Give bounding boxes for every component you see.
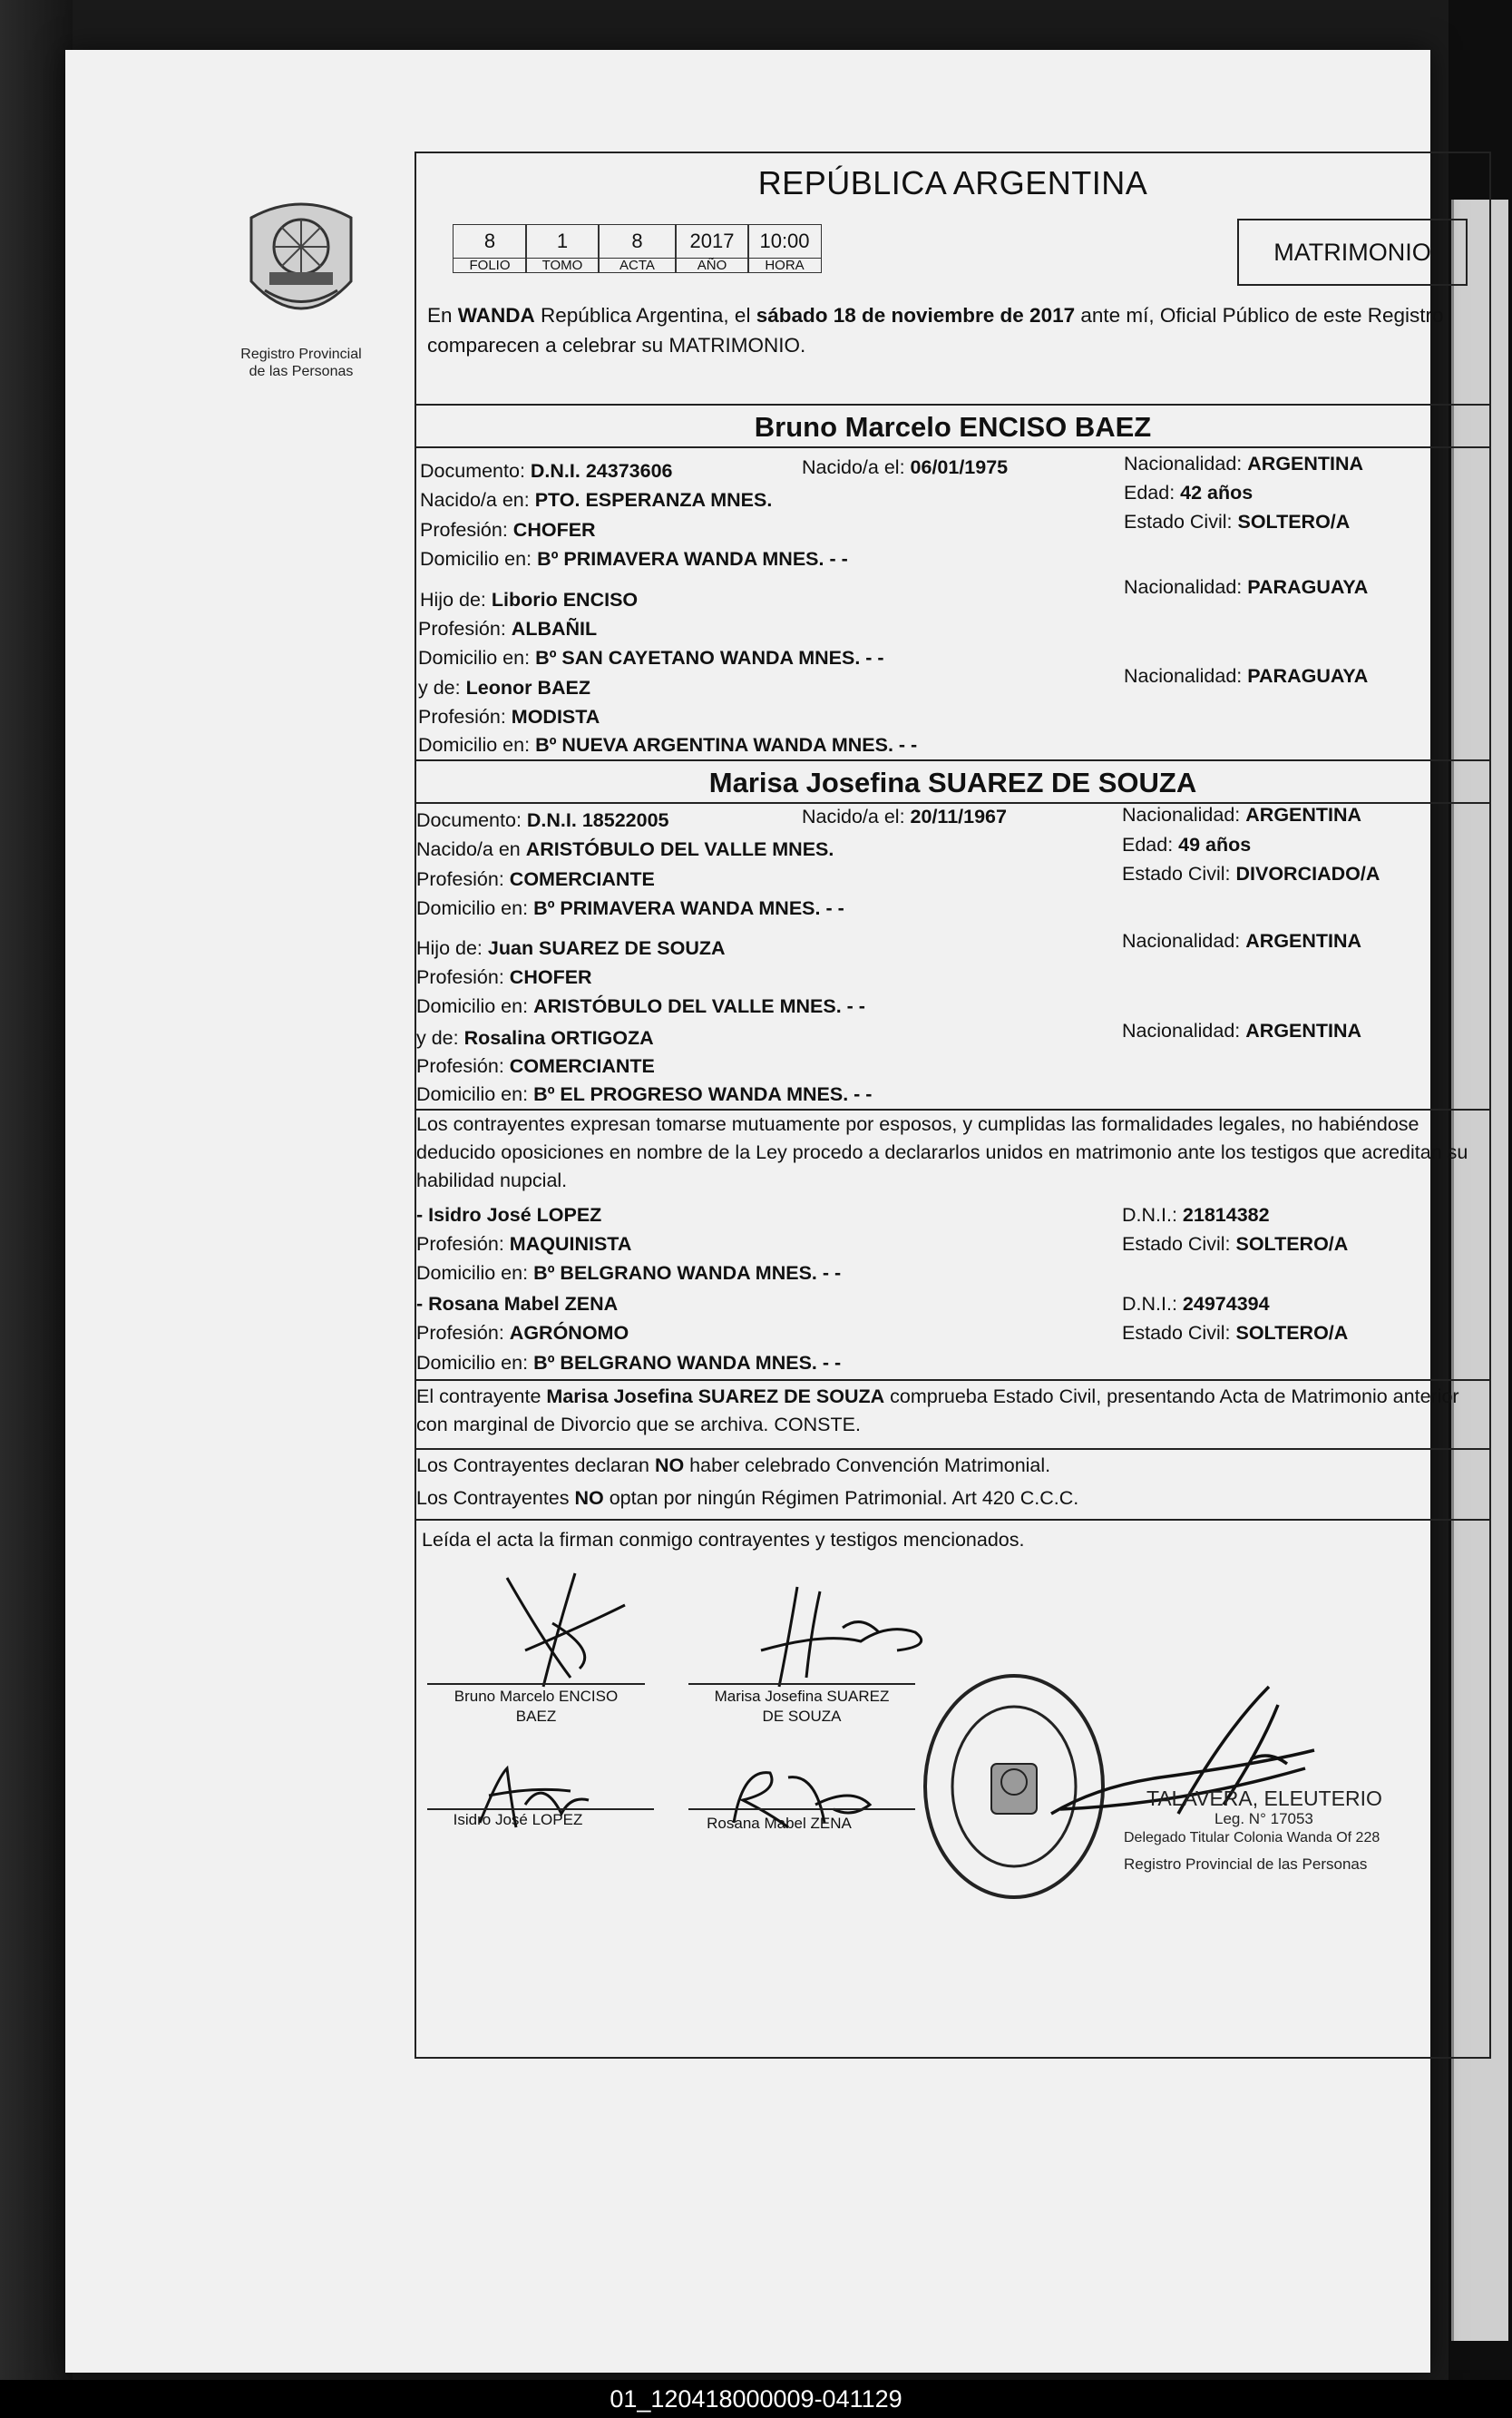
groom-civil-status: Estado Civil: SOLTERO/A: [1124, 511, 1351, 533]
groom-father-address: Domicilio en: Bº SAN CAYETANO WANDA MNES. - -: [418, 647, 884, 669]
scan-footer-id: 01_120418000009-041129: [0, 2380, 1512, 2418]
groom-mother-address: Domicilio en: Bº NUEVA ARGENTINA WANDA MNES. - -: [418, 734, 918, 756]
act-frame: [415, 152, 1491, 2059]
divider: [416, 1519, 1489, 1521]
divider: [416, 1448, 1489, 1450]
signature-line: [688, 1683, 915, 1685]
groom-document: Documento: D.N.I. 24373606: [420, 460, 673, 482]
witness-1-name: - Isidro José LOPEZ: [416, 1204, 602, 1226]
groom-address: Domicilio en: Bº PRIMAVERA WANDA MNES. - -: [420, 548, 848, 570]
bride-father: Hijo de: Juan SUAREZ DE SOUZA: [416, 937, 726, 959]
divider: [416, 759, 1489, 761]
act-type-box: MATRIMONIO: [1237, 219, 1468, 286]
bride-mother: y de: Rosalina ORTIGOZA: [416, 1027, 654, 1049]
divider: [416, 446, 1489, 448]
background-left: [0, 0, 73, 2418]
tomo-cell: 1 TOMO: [525, 224, 600, 273]
bride-father-address: Domicilio en: ARISTÓBULO DEL VALLE MNES. - -: [416, 995, 865, 1017]
registry-logo: [219, 191, 383, 380]
closing-statement: Leída el acta la firman conmigo contrayentes y testigos mencionados.: [422, 1529, 1025, 1551]
declaration-paragraph: Los contrayentes expresan tomarse mutuamente por esposos, y cumplidas las formalidades legales, no habiéndose deducido oposiciones en nombre de la Ley procedo a declararlos unidos en matrimonio ante los testigos que acreditan su habilidad nupcial.: [416, 1113, 1468, 1191]
groom-name: Bruno Marcelo ENCISO BAEZ: [754, 411, 1152, 443]
convention-statement: Los Contrayentes declaran NO haber celebrado Convención Matrimonial.: [416, 1454, 1051, 1476]
registry-name: Registro Provincial de las Personas: [240, 347, 362, 379]
bride-civil-status: Estado Civil: DIVORCIADO/A: [1122, 863, 1380, 885]
groom-mother: y de: Leonor BAEZ: [418, 677, 590, 699]
officer-leg: Leg. N° 17053: [1214, 1810, 1313, 1827]
bride-birthplace: Nacido/a en ARISTÓBULO DEL VALLE MNES.: [416, 838, 834, 860]
bride-address: Domicilio en: Bº PRIMAVERA WANDA MNES. - -: [416, 897, 844, 919]
bride-nationality: Nacionalidad: ARGENTINA: [1122, 804, 1362, 826]
witness-1-civil-status: Estado Civil: SOLTERO/A: [1122, 1233, 1349, 1255]
groom-profession: Profesión: CHOFER: [420, 519, 596, 541]
hora-cell: 10:00 HORA: [747, 224, 822, 273]
civil-status-note: El contrayente Marisa Josefina SUAREZ DE SOUZA comprueba Estado Civil, presentando Acta de Matrimonio anterior con marginal de Divorcio que se archiva. CONSTE.: [416, 1385, 1459, 1435]
bride-mother-address: Domicilio en: Bº EL PROGRESO WANDA MNES. - -: [416, 1083, 873, 1105]
witness-1-address: Domicilio en: Bº BELGRANO WANDA MNES. - -: [416, 1262, 842, 1284]
bride-age: Edad: 49 años: [1122, 834, 1252, 856]
bride-document: Documento: D.N.I. 18522005: [416, 809, 669, 831]
bride-father-profession: Profesión: CHOFER: [416, 966, 592, 988]
witness-2-civil-status: Estado Civil: SOLTERO/A: [1122, 1322, 1349, 1344]
groom-birthplace: Nacido/a en: PTO. ESPERANZA MNES.: [420, 489, 773, 511]
country-title: REPÚBLICA ARGENTINA: [757, 164, 1148, 201]
officer-title: Delegado Titular Colonia Wanda Of 228: [1124, 1830, 1380, 1845]
document-page: [65, 50, 1468, 2373]
witness-2-address: Domicilio en: Bº BELGRANO WANDA MNES. - -: [416, 1352, 842, 1374]
officer-name: TALAVERA, ELEUTERIO: [1146, 1787, 1382, 1810]
anio-cell: 2017 AÑO: [675, 224, 749, 273]
witness-1-signature-name: Isidro José LOPEZ: [453, 1811, 583, 1828]
groom-signature: [489, 1569, 652, 1696]
folio-cell: 8 FOLIO: [453, 224, 527, 273]
divider: [416, 1379, 1489, 1381]
groom-age: Edad: 42 años: [1124, 482, 1253, 504]
divider: [416, 404, 1489, 406]
signature-line: [688, 1808, 915, 1810]
bride-profession: Profesión: COMERCIANTE: [416, 868, 655, 890]
witness-2-profession: Profesión: AGRÓNOMO: [416, 1322, 629, 1344]
intro-paragraph: En WANDA República Argentina, el sábado 18 de noviembre de 2017 ante mí, Oficial Público de este Registro comparecen a celebrar su MATRIMONIO.: [427, 304, 1444, 357]
groom-mother-profession: Profesión: MODISTA: [418, 706, 600, 728]
groom-nationality: Nacionalidad: ARGENTINA: [1124, 453, 1364, 475]
signature-line: [427, 1683, 645, 1685]
witness-1-profession: Profesión: MAQUINISTA: [416, 1233, 632, 1255]
acta-cell: 8 ACTA: [598, 224, 677, 273]
witness-1-dni: D.N.I.: 21814382: [1122, 1204, 1270, 1226]
groom-father-nationality: Nacionalidad: PARAGUAYA: [1124, 576, 1369, 598]
groom-birthdate: Nacido/a el: 06/01/1975: [802, 456, 1009, 478]
groom-father-profession: Profesión: ALBAÑIL: [418, 618, 598, 640]
bride-mother-nationality: Nacionalidad: ARGENTINA: [1122, 1020, 1362, 1042]
groom-signature-name: Bruno Marcelo ENCISO BAEZ: [454, 1688, 619, 1725]
bride-birthdate: Nacido/a el: 20/11/1967: [802, 806, 1007, 827]
witness-2-dni: D.N.I.: 24974394: [1122, 1293, 1270, 1315]
officer-registry: Registro Provincial de las Personas: [1124, 1855, 1368, 1873]
bride-name: Marisa Josefina SUAREZ DE SOUZA: [708, 767, 1197, 798]
regime-statement: Los Contrayentes NO optan por ningún Régimen Patrimonial. Art 420 C.C.C.: [416, 1487, 1079, 1509]
groom-mother-nationality: Nacionalidad: PARAGUAYA: [1124, 665, 1369, 687]
witness-2-signature-name: Rosana Mabel ZENA: [707, 1815, 852, 1832]
bride-signature: [734, 1578, 942, 1696]
witness-2-name: - Rosana Mabel ZENA: [416, 1293, 619, 1315]
bride-father-nationality: Nacionalidad: ARGENTINA: [1122, 930, 1362, 952]
groom-father: Hijo de: Liborio ENCISO: [420, 589, 639, 611]
province-seal-icon: [233, 191, 369, 336]
bride-mother-profession: Profesión: COMERCIANTE: [416, 1055, 655, 1077]
bride-signature-name: Marisa Josefina SUAREZ DE SOUZA: [714, 1688, 890, 1725]
